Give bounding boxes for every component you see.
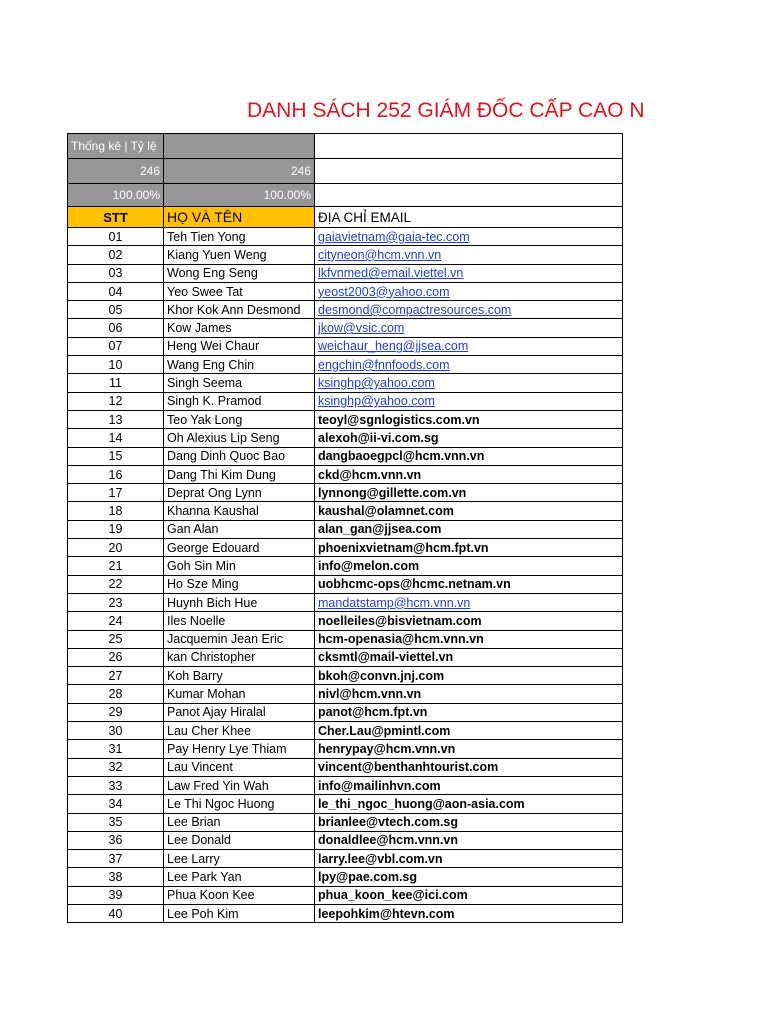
email-link[interactable]: ksinghp@yahoo.com <box>315 374 623 392</box>
table-row <box>68 886 623 904</box>
table-row <box>68 465 623 483</box>
row-email: alexoh@ii-vi.com.sg <box>315 429 623 447</box>
row-name: Kumar Mohan <box>164 685 315 703</box>
row-number: 05 <box>68 301 164 319</box>
row-email: henrypay@hcm.vnn.vn <box>315 740 623 758</box>
row-number: 40 <box>68 904 164 922</box>
row-name: Wang Eng Chin <box>164 356 315 374</box>
row-name: Lee Brian <box>164 813 315 831</box>
table-row <box>68 228 623 246</box>
table-row <box>68 301 623 319</box>
row-email: dangbaoegpcl@hcm.vnn.vn <box>315 447 623 465</box>
row-email: cksmtl@mail-viettel.vn <box>315 648 623 666</box>
table-row <box>68 502 623 520</box>
row-number: 11 <box>68 374 164 392</box>
row-number: 37 <box>68 850 164 868</box>
row-email: phoenixvietnam@hcm.fpt.vn <box>315 539 623 557</box>
row-email: panot@hcm.fpt.vn <box>315 703 623 721</box>
row-number: 19 <box>68 520 164 538</box>
table-row <box>68 356 623 374</box>
row-name: Lee Park Yan <box>164 868 315 886</box>
email-link[interactable]: engchin@fnnfoods.com <box>315 356 623 374</box>
row-name: Huynh Bich Hue <box>164 593 315 611</box>
table-row <box>68 740 623 758</box>
row-name: Teo Yak Long <box>164 410 315 428</box>
row-name: Singh K. Pramod <box>164 392 315 410</box>
stats-blank-cell <box>315 159 623 184</box>
row-name: Gan Alan <box>164 520 315 538</box>
row-email: lpy@pae.com.sg <box>315 868 623 886</box>
row-number: 28 <box>68 685 164 703</box>
email-link[interactable]: ksinghp@yahoo.com <box>315 392 623 410</box>
table-row <box>68 520 623 538</box>
row-name: Oh Alexius Lip Seng <box>164 429 315 447</box>
table-row <box>68 484 623 502</box>
row-number: 38 <box>68 868 164 886</box>
stats-blank-cell <box>315 184 623 207</box>
row-number: 24 <box>68 612 164 630</box>
stats-row-count <box>68 159 623 184</box>
row-number: 34 <box>68 795 164 813</box>
table-row <box>68 813 623 831</box>
table-row <box>68 539 623 557</box>
row-name: Dang Thi Kim Dung <box>164 465 315 483</box>
table-row <box>68 703 623 721</box>
row-email: vincent@benthanhtourist.com <box>315 758 623 776</box>
table-row <box>68 630 623 648</box>
row-number: 10 <box>68 356 164 374</box>
stats-count-b: 246 <box>164 159 315 184</box>
row-name: Lee Poh Kim <box>164 904 315 922</box>
row-number: 16 <box>68 465 164 483</box>
row-number: 07 <box>68 337 164 355</box>
row-number: 15 <box>68 447 164 465</box>
row-name: Lau Cher Khee <box>164 722 315 740</box>
row-email: leepohkim@htevn.com <box>315 904 623 922</box>
table-row <box>68 410 623 428</box>
row-number: 12 <box>68 392 164 410</box>
row-number: 14 <box>68 429 164 447</box>
table-row <box>68 667 623 685</box>
row-email: info@mailinhvn.com <box>315 776 623 794</box>
row-name: Kiang Yuen Weng <box>164 246 315 264</box>
row-name: kan Christopher <box>164 648 315 666</box>
row-number: 33 <box>68 776 164 794</box>
table-row <box>68 319 623 337</box>
row-email: Cher.Lau@pmintl.com <box>315 722 623 740</box>
row-name: Iles Noelle <box>164 612 315 630</box>
row-name: Koh Barry <box>164 667 315 685</box>
row-number: 17 <box>68 484 164 502</box>
table-row <box>68 392 623 410</box>
row-name: Singh Seema <box>164 374 315 392</box>
row-email: nivl@hcm.vnn.vn <box>315 685 623 703</box>
stats-row-label <box>68 134 623 159</box>
row-email: noelleiles@bisvietnam.com <box>315 612 623 630</box>
stats-blank-cell <box>315 134 623 159</box>
row-name: Lee Donald <box>164 831 315 849</box>
email-link[interactable]: gaiavietnam@gaia-tec.com <box>315 228 623 246</box>
email-link[interactable]: jkow@vsic.com <box>315 319 623 337</box>
row-number: 39 <box>68 886 164 904</box>
row-number: 30 <box>68 722 164 740</box>
table-row <box>68 850 623 868</box>
row-number: 06 <box>68 319 164 337</box>
table-row <box>68 557 623 575</box>
row-email: hcm-openasia@hcm.vnn.vn <box>315 630 623 648</box>
table-row <box>68 612 623 630</box>
stats-row-percent <box>68 184 623 207</box>
row-number: 32 <box>68 758 164 776</box>
row-email: bkoh@convn.jnj.com <box>315 667 623 685</box>
table-row <box>68 758 623 776</box>
row-email: donaldlee@hcm.vnn.vn <box>315 831 623 849</box>
row-name: Pay Henry Lye Thiam <box>164 740 315 758</box>
row-email: teoyl@sgnlogistics.com.vn <box>315 410 623 428</box>
row-name: Heng Wei Chaur <box>164 337 315 355</box>
table-row <box>68 447 623 465</box>
stats-pct-a: 100.00% <box>68 184 164 207</box>
row-number: 02 <box>68 246 164 264</box>
row-number: 31 <box>68 740 164 758</box>
row-email: kaushal@olamnet.com <box>315 502 623 520</box>
row-name: Yeo Swee Tat <box>164 282 315 300</box>
row-number: 26 <box>68 648 164 666</box>
table-row <box>68 795 623 813</box>
email-link[interactable]: mandatstamp@hcm.vnn.vn <box>315 593 623 611</box>
row-email: larry.lee@vbl.com.vn <box>315 850 623 868</box>
row-name: Lau Vincent <box>164 758 315 776</box>
table-row <box>68 685 623 703</box>
stats-empty-cell <box>164 134 315 159</box>
header-row <box>68 207 623 228</box>
table-row <box>68 575 623 593</box>
row-number: 25 <box>68 630 164 648</box>
row-name: Kow James <box>164 319 315 337</box>
table-row <box>68 337 623 355</box>
row-number: 04 <box>68 282 164 300</box>
row-name: George Edouard <box>164 539 315 557</box>
row-name: Wong Eng Seng <box>164 264 315 282</box>
row-name: Goh Sin Min <box>164 557 315 575</box>
row-email: ckd@hcm.vnn.vn <box>315 465 623 483</box>
email-link[interactable]: desmond@compactresources.com <box>315 301 623 319</box>
row-name: Khor Kok Ann Desmond <box>164 301 315 319</box>
row-name: Ho Sze Ming <box>164 575 315 593</box>
table-row <box>68 776 623 794</box>
row-name: Dang Dinh Quoc Bao <box>164 447 315 465</box>
row-email: info@melon.com <box>315 557 623 575</box>
email-link[interactable]: weichaur_heng@jjsea.com <box>315 337 623 355</box>
row-name: Phua Koon Kee <box>164 886 315 904</box>
table-row <box>68 246 623 264</box>
table-row <box>68 831 623 849</box>
row-number: 01 <box>68 228 164 246</box>
stats-count-a: 246 <box>68 159 164 184</box>
table-row <box>68 374 623 392</box>
row-number: 21 <box>68 557 164 575</box>
row-name: Deprat Ong Lynn <box>164 484 315 502</box>
table-row <box>68 904 623 922</box>
page-title: DANH SÁCH 252 GIÁM ĐỐC CẤP CAO N <box>247 99 645 122</box>
row-name: Le Thi Ngoc Huong <box>164 795 315 813</box>
row-number: 03 <box>68 264 164 282</box>
stats-pct-b: 100.00% <box>164 184 315 207</box>
row-number: 36 <box>68 831 164 849</box>
row-name: Law Fred Yin Wah <box>164 776 315 794</box>
contact-table <box>67 133 623 923</box>
header-stt: STT <box>68 207 164 228</box>
row-email: phua_koon_kee@ici.com <box>315 886 623 904</box>
header-name: HỌ VÀ TÊN <box>164 207 315 228</box>
row-email: lynnong@gillette.com.vn <box>315 484 623 502</box>
row-number: 29 <box>68 703 164 721</box>
table-row <box>68 429 623 447</box>
row-number: 20 <box>68 539 164 557</box>
table-row <box>68 264 623 282</box>
row-number: 35 <box>68 813 164 831</box>
email-link[interactable]: cityneon@hcm.vnn.vn <box>315 246 623 264</box>
row-number: 13 <box>68 410 164 428</box>
email-link[interactable]: yeost2003@yahoo.com <box>315 282 623 300</box>
row-name: Panot Ajay Hiralal <box>164 703 315 721</box>
table-row <box>68 282 623 300</box>
row-number: 22 <box>68 575 164 593</box>
row-name: Teh Tien Yong <box>164 228 315 246</box>
row-name: Jacquemin Jean Eric <box>164 630 315 648</box>
header-email: ĐỊA CHỈ EMAIL <box>315 207 623 228</box>
row-email: le_thi_ngoc_huong@aon-asia.com <box>315 795 623 813</box>
row-email: brianlee@vtech.com.sg <box>315 813 623 831</box>
table-row <box>68 593 623 611</box>
table-row <box>68 722 623 740</box>
stats-label: Thống kê | Tỷ lệ <box>68 134 164 159</box>
row-email: alan_gan@jjsea.com <box>315 520 623 538</box>
row-name: Lee Larry <box>164 850 315 868</box>
row-number: 18 <box>68 502 164 520</box>
row-email: uobhcmc-ops@hcmc.netnam.vn <box>315 575 623 593</box>
email-link[interactable]: lkfvnmed@email.viettel.vn <box>315 264 623 282</box>
row-number: 23 <box>68 593 164 611</box>
table-row <box>68 648 623 666</box>
row-name: Khanna Kaushal <box>164 502 315 520</box>
table-row <box>68 868 623 886</box>
row-number: 27 <box>68 667 164 685</box>
